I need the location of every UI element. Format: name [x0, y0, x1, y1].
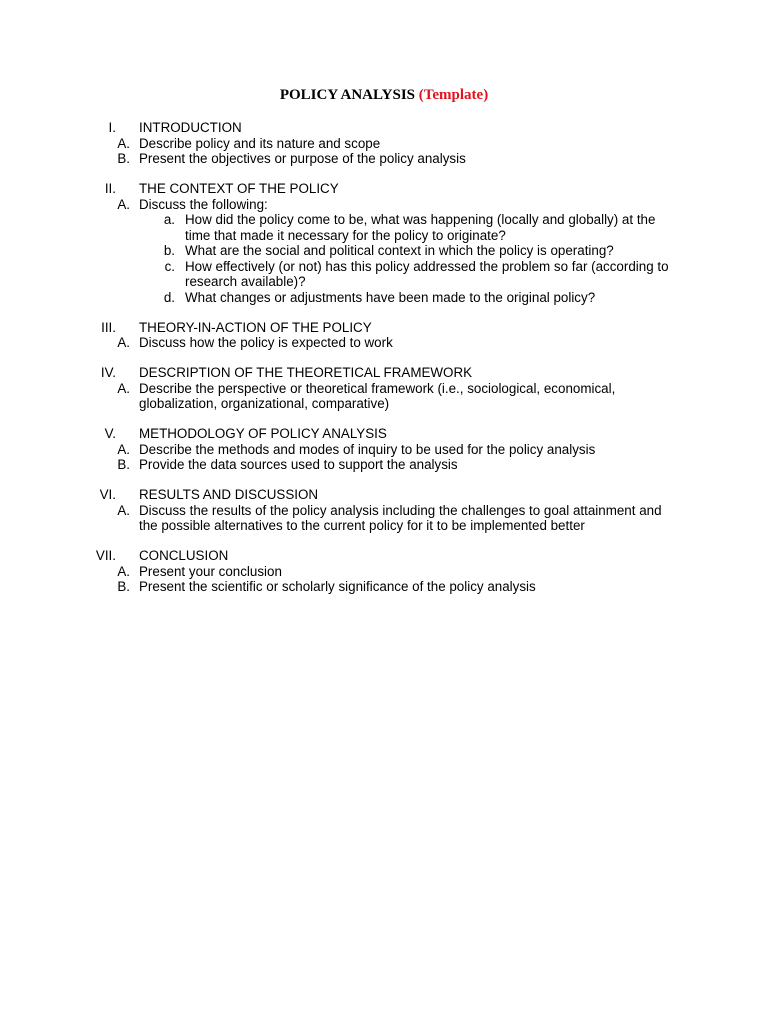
outline-item	[0, 457, 768, 473]
section-numeral: I.	[108, 120, 116, 135]
outline-item	[0, 503, 768, 534]
section-heading: RESULTS AND DISCUSSION	[139, 487, 319, 502]
outline-item	[0, 335, 768, 351]
section-heading-row	[0, 365, 768, 381]
item-text: Discuss the results of the policy analysis including the challenges to goal attainment and the possible alternatives to the current policy for it to be implemented better	[139, 502, 662, 533]
section-heading: THEORY-IN-ACTION OF THE POLICY	[139, 319, 372, 335]
section-numeral: VII.	[95, 548, 116, 563]
title-sub: (Template)	[418, 87, 489, 103]
section-heading-row	[0, 426, 768, 442]
subitem-label: a.	[163, 212, 175, 227]
section-methodology	[0, 426, 768, 473]
item-text: Discuss the following:	[139, 196, 268, 212]
section-theory-in-action	[0, 320, 768, 351]
section-heading: THE CONTEXT OF THE POLICY	[139, 181, 339, 196]
item-text: Describe the perspective or theoretical framework (i.e., sociological, economical, globalization, organizational, comparative)	[139, 380, 616, 411]
section-numeral: V.	[104, 426, 116, 441]
outline	[0, 120, 768, 609]
section-heading-row	[0, 320, 768, 336]
section-heading-row	[0, 548, 768, 564]
item-label: B.	[117, 579, 130, 594]
outline-item	[0, 579, 768, 595]
item-label: A.	[117, 502, 130, 518]
section-results-discussion	[0, 487, 768, 534]
section-context	[0, 181, 768, 305]
item-text: Provide the data sources used to support the analysis	[139, 457, 458, 472]
subitem-label: d.	[163, 289, 175, 305]
section-heading-row	[0, 487, 768, 503]
item-label: A.	[117, 335, 130, 350]
outline-item	[0, 564, 768, 580]
item-text: Present the objectives or purpose of the policy analysis	[139, 151, 466, 166]
item-label: A.	[117, 196, 130, 212]
subitem-label: b.	[163, 243, 175, 258]
section-heading: CONCLUSION	[139, 548, 229, 563]
subitem-label: c.	[164, 258, 175, 274]
subitem-text: What changes or adjustments have been made to the original policy?	[185, 289, 596, 305]
section-heading: DESCRIPTION OF THE THEORETICAL FRAMEWORK	[139, 365, 473, 380]
title-main: POLICY ANALYSIS	[279, 87, 415, 103]
document-title	[0, 87, 768, 104]
outline-item	[0, 381, 768, 412]
section-conclusion	[0, 548, 768, 595]
subitem-text: How effectively (or not) has this policy addressed the problem so far (according to research available)?	[185, 258, 669, 289]
item-label: B.	[117, 457, 130, 472]
outline-subitem	[0, 212, 768, 243]
outline-subitem	[0, 259, 768, 290]
item-text: Describe the methods and modes of inquiry to be used for the policy analysis	[139, 441, 596, 457]
outline-subitem	[0, 290, 768, 306]
section-heading: METHODOLOGY OF POLICY ANALYSIS	[139, 426, 387, 441]
outline-item	[0, 442, 768, 458]
item-label: B.	[117, 151, 130, 166]
outline-subitem	[0, 243, 768, 259]
outline-item	[0, 197, 768, 213]
section-numeral: II.	[104, 181, 116, 196]
section-numeral: IV.	[100, 365, 116, 380]
item-text: Describe policy and its nature and scope	[139, 135, 381, 151]
section-numeral: VI.	[99, 487, 116, 502]
outline-item	[0, 151, 768, 167]
section-theoretical-framework	[0, 365, 768, 412]
section-heading-row	[0, 120, 768, 136]
section-introduction	[0, 120, 768, 167]
item-text: Present your conclusion	[139, 563, 282, 579]
item-text: Discuss how the policy is expected to work	[139, 335, 393, 350]
item-label: A.	[117, 441, 130, 457]
item-label: A.	[117, 135, 130, 151]
subitem-text: What are the social and political context in which the policy is operating?	[185, 243, 614, 258]
item-text: Present the scientific or scholarly significance of the policy analysis	[139, 579, 536, 594]
section-heading: INTRODUCTION	[139, 120, 242, 135]
outline-item	[0, 136, 768, 152]
section-numeral: III.	[101, 319, 116, 335]
subitem-text: How did the policy come to be, what was happening (locally and globally) at the time that made it necessary for the policy to originate?	[185, 212, 656, 243]
section-heading-row	[0, 181, 768, 197]
item-label: A.	[117, 563, 130, 579]
item-label: A.	[117, 380, 130, 396]
